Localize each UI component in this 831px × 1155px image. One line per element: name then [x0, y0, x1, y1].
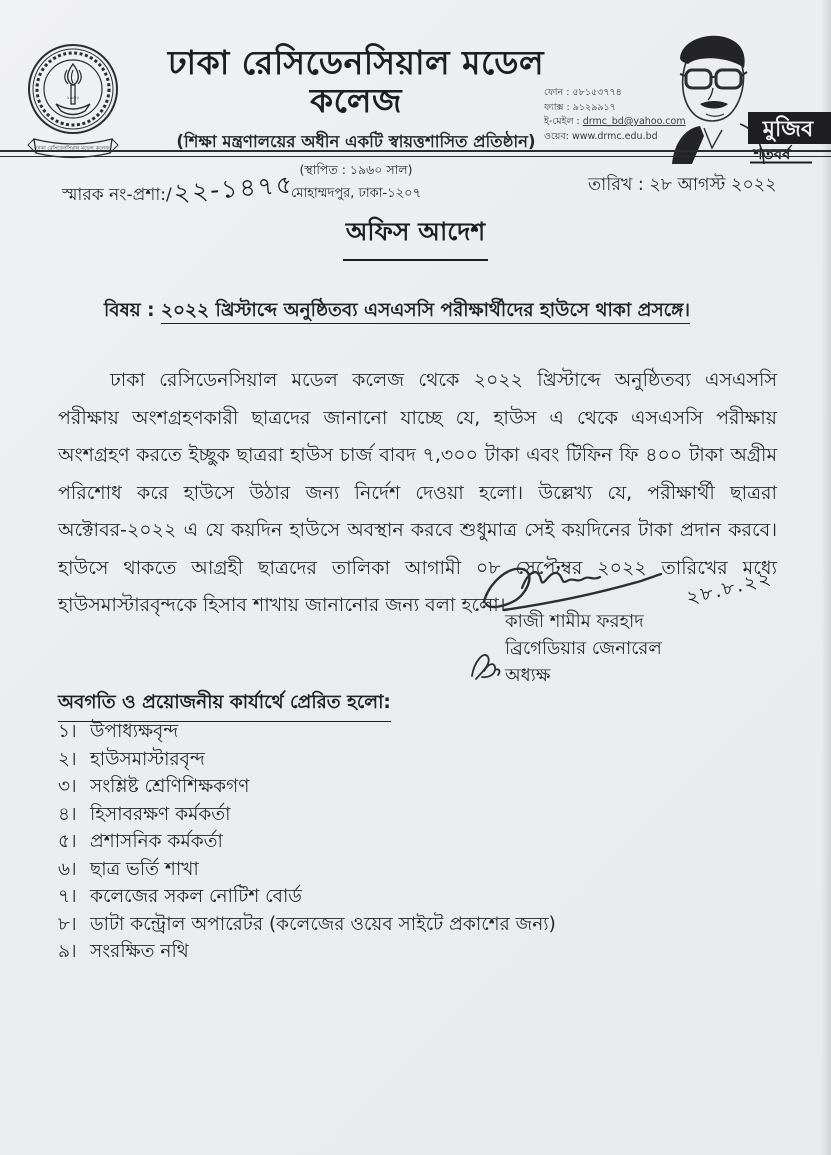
- svg-text:১৯৬০: ১৯৬০: [66, 95, 80, 101]
- mujib-shatabarsha-logo-icon: [652, 24, 831, 164]
- order-body-paragraph: ঢাকা রেসিডেনসিয়াল মডেল কলেজ থেকে ২০২২ খ্রিস্টাব্দে অনুষ্ঠিতব্য এসএসসি পরীক্ষায় অংশগ্রহণকারী ছাত্রদের জানানো যাচ্ছে যে, হাউস এ থেকে এসএসসি পরীক্ষায় অংশগ্রহণ করতে ইচ্ছুক ছাত্ররা হাউস চার্জ বাবদ ৭,৩০০ টাকা এবং টিফিন ফি ৪০০ টাকা অগ্রীম পরিশোধ করে হাউসে উঠার জন্য নির্দেশ দেওয়া হলো। উল্লেখ্য যে, পরীক্ষার্থী ছাত্ররা অক্টোবর-২০২২ এ যে কয়দিন হাউসে অবস্থান করবে শুধুমাত্র সেই কয়দিনের টাকা প্রদান করবে। হাউসে থাকতে আগ্রহী ছাত্রদের তালিকা আগামী ০৮ সেপ্টেম্বর ২০২২ তারিখের মধ্যে হাউসমাস্টারবৃন্দকে হিসাব শাখায় জানানোর জন্য বলা হলো।: [58, 369, 777, 616]
- distribution-item: ৮। ডাটা কন্ট্রোল অপারেটর (কলেজের ওয়েব সাইটে প্রকাশের জন্য): [58, 913, 556, 935]
- emblem-ribbon-text: ঢাকা রেসিডেনসিয়াল মডেল কলেজ: [36, 145, 110, 152]
- email-line: ই-মেইল : drmc_bd@yahoo.com: [544, 116, 686, 127]
- college-name: ঢাকা রেসিডেনসিয়াল মডেল কলেজ: [167, 43, 545, 120]
- shatabarsha-logo-text: শতবর্ষ: [753, 145, 791, 163]
- distribution-heading: অবগতি ও প্রয়োজনীয় কার্যার্থে প্রেরিত হলো:: [58, 688, 391, 722]
- header-divider: [0, 150, 831, 157]
- distribution-item: ৯। সংরক্ষিত নথি: [58, 941, 189, 962]
- signatory-designation: অধ্যক্ষ: [505, 665, 551, 686]
- college-emblem-icon: [26, 42, 120, 160]
- college-tagline: (শিক্ষা মন্ত্রণালয়ের অধীন একটি স্বায়ত্তশাসিত প্রতিষ্ঠান): [176, 131, 536, 151]
- initial-scribble: [462, 644, 504, 686]
- contact-info: [544, 86, 686, 144]
- distribution-item: ৬। ছাত্র ভর্তি শাখা: [58, 858, 199, 880]
- issue-date: তারিখ : ২৮ আগস্ট ২০২২: [588, 175, 777, 195]
- signatory-name: কাজী শামীম ফরহাদ: [505, 611, 644, 632]
- established-year: (স্থাপিত : ১৯৬০ সাল): [299, 161, 413, 177]
- signature-date-handwritten: ২৮.৮.২২: [684, 566, 775, 610]
- distribution-item: ৩। সংশ্লিষ্ট শ্রেণিশিক্ষকগণ: [58, 776, 250, 797]
- mujib-logo-text: মুজিব: [762, 117, 814, 142]
- subject-text: ২০২২ খ্রিস্টাব্দে অনুষ্ঠিতব্য এসএসসি পরীক্ষার্থীদের হাউসে থাকা প্রসঙ্গে।: [161, 300, 690, 324]
- college-address: মোহাম্মদপুর, ঢাকা-১২০৭: [290, 185, 422, 201]
- memo-number-line: [62, 169, 295, 215]
- scan-edge-shadow: [821, 0, 831, 1155]
- distribution-item: ৭। কলেজের সকল নোটিশ বোর্ড: [58, 886, 302, 907]
- memo-number-handwritten: ২২-১৪৭৫: [172, 169, 295, 208]
- subject-line: [104, 296, 764, 327]
- memo-label: স্মারক নং-প্রশা:/: [62, 185, 172, 205]
- distribution-item: ৪। হিসাবরক্ষণ কর্মকর্তা: [58, 803, 231, 825]
- distribution-item: ২। হাউসমাস্টারবৃন্দ: [58, 748, 205, 770]
- website-line: ওয়েব: www.drmc.edu.bd: [544, 130, 658, 142]
- fax-line: ফ্যাক্স : ৯১২৯৯১৭: [544, 101, 616, 113]
- distribution-item: ১। উপাধ্যক্ষবৃন্দ: [58, 721, 179, 742]
- phone-line: ফোন : ৫৮১৫৩৭৭৪: [544, 87, 622, 98]
- signatory-block: [505, 608, 662, 689]
- distribution-list: [58, 718, 556, 966]
- subject-label: বিষয় :: [104, 300, 155, 321]
- distribution-item: ৫। প্রশাসনিক কর্মকর্তা: [58, 831, 223, 852]
- document-title: অফিস আদেশ: [0, 212, 831, 261]
- signatory-rank: ব্রিগেডিয়ার জেনারেল: [505, 638, 662, 659]
